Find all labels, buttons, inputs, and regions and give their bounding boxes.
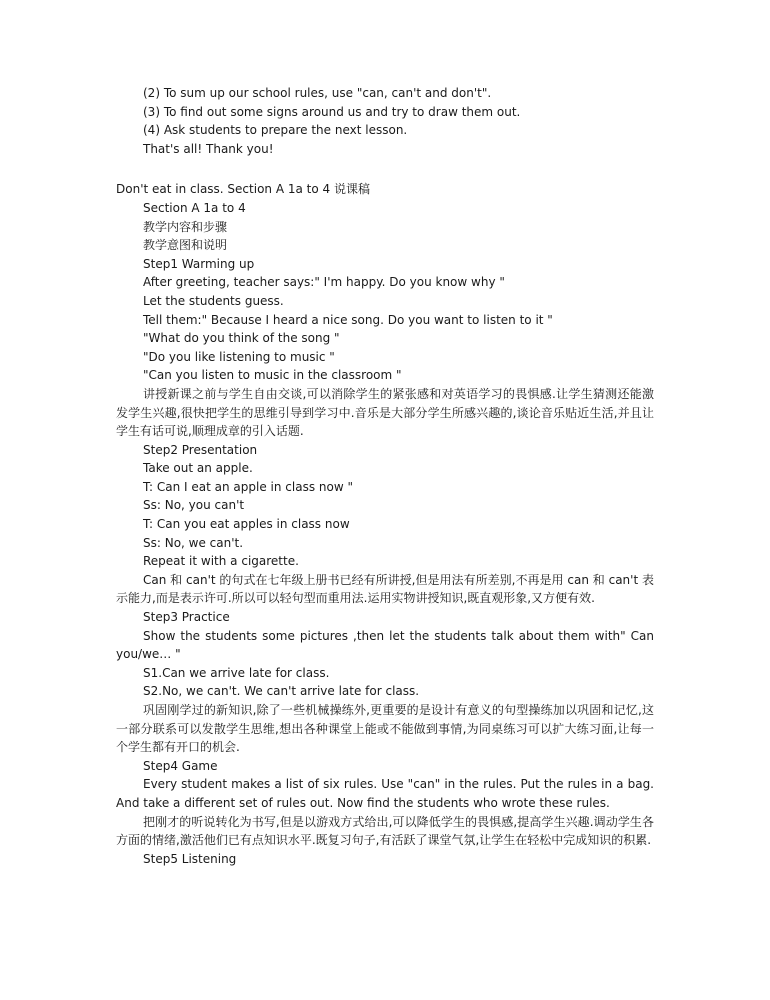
- paragraph-game-notes: 把刚才的听说转化为书写,但是以游戏方式给出,可以降低学生的畏惧感,提高学生兴趣.调动学生各方面的情绪,激活他们已有点知识水平.既复习句子,有活跃了课堂气氛,让学生在轻松中完成知识的积累.: [116, 814, 654, 848]
- paragraph-game-instruction: Every student makes a list of six rules. Use "can" in the rules. Put the rules in a bag. And take a different set of rules out. Now find the students who wrote these rules.: [116, 777, 654, 810]
- document-body: [116, 84, 654, 868]
- step-heading: Step2 Presentation: [143, 442, 258, 457]
- text-line: "What do you think of the song ": [143, 331, 340, 346]
- step-heading: Step5 Listening: [143, 851, 237, 866]
- text-line: S1.Can we arrive late for class.: [143, 665, 330, 680]
- text-line: Let the students guess.: [143, 293, 284, 308]
- text-line: "Can you listen to music in the classroom ": [143, 368, 402, 383]
- text-line: (3) To find out some signs around us and try to draw them out.: [143, 104, 521, 119]
- text-line: 教学内容和步骤: [143, 219, 228, 234]
- step-heading: Step3 Practice: [143, 610, 230, 625]
- text-line: "Do you like listening to music ": [143, 349, 335, 364]
- paragraph-presentation-notes: Can 和 can't 的句式在七年级上册书已经有所讲授,但是用法有所差别,不再是用 can 和 can't 表示能力,而是表示许可.所以可以轻句型而重用法.运用实物讲授知识,既直观形象,又方便有效.: [116, 572, 654, 606]
- text-line: Tell them:" Because I heard a nice song. Do you want to listen to it ": [143, 312, 553, 327]
- paragraph-warmup-notes: 讲授新课之前与学生自由交谈,可以消除学生的紧张感和对英语学习的畏惧感.让学生猜测还能激发学生兴趣,很快把学生的思维引导到学习中.音乐是大部分学生所感兴趣的,谈论音乐贴近生活,并且让学生有话可说,顺理成章的引入话题.: [116, 386, 654, 439]
- text-line: T: Can you eat apples in class now: [143, 517, 350, 532]
- text-line: (4) Ask students to prepare the next lesson.: [143, 123, 408, 138]
- document-title: Don't eat in class. Section A 1a to 4 说课稿: [116, 182, 370, 197]
- text-line: After greeting, teacher says:" I'm happy. Do you know why ": [143, 275, 505, 290]
- spacer: [116, 158, 654, 176]
- text-line: Take out an apple.: [143, 461, 253, 476]
- step-heading: Step4 Game: [143, 758, 218, 773]
- paragraph-practice-notes: 巩固刚学过的新知识,除了一些机械操练外,更重要的是设计有意义的句型操练加以巩固和记忆,这一部分联系可以发散学生思维,想出各种课堂上能或不能做到事情,为同桌练习可以扩大练习面,让每一个学生都有开口的机会.: [116, 703, 654, 755]
- text-line: That's all! Thank you!: [143, 141, 274, 156]
- text-line: (2) To sum up our school rules, use "can, can't and don't".: [143, 86, 492, 100]
- text-line: Repeat it with a cigarette.: [143, 554, 299, 569]
- text-line: Ss: No, you can't: [143, 498, 245, 513]
- step-heading: Step1 Warming up: [143, 256, 255, 271]
- text-line: Section A 1a to 4: [143, 200, 246, 215]
- text-line: 教学意图和说明: [143, 238, 228, 253]
- text-line: Ss: No, we can't.: [143, 535, 244, 550]
- text-line: T: Can I eat an apple in class now ": [143, 479, 353, 494]
- text-line: S2.No, we can't. We can't arrive late for class.: [143, 684, 420, 699]
- paragraph-practice-instruction: Show the students some pictures ,then let the students talk about them with" Can you/we… ": [116, 628, 654, 662]
